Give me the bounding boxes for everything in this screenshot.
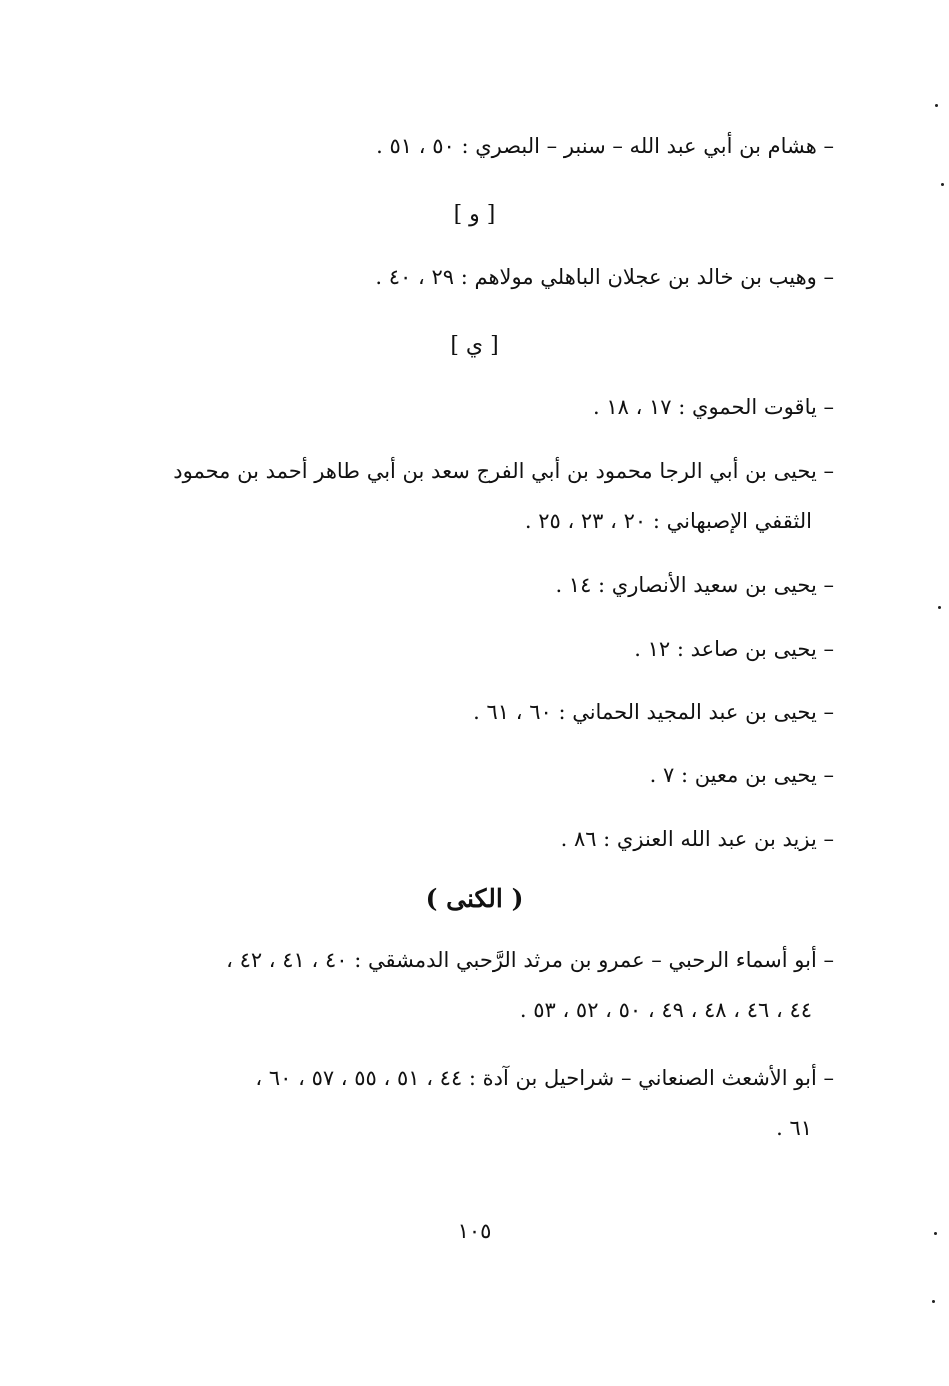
- index-entry: [634, 634, 834, 664]
- entry-text: – يحيى بن صاعد : ١٢ .: [634, 637, 834, 661]
- entry-text: – يحيى بن سعيد الأنصاري : ١٤ .: [555, 573, 834, 597]
- entry-text: – ياقوت الحموي : ١٧ ، ١٨ .: [592, 395, 834, 419]
- index-entry: [473, 697, 834, 727]
- index-entry: [561, 824, 834, 854]
- entry-text: – يحيى بن عبد المجيد الحماني : ٦٠ ، ٦١ .: [473, 700, 834, 724]
- entry-text: – أبو الأشعث الصنعاني – شراحيل بن آدة : ٤٤ ، ٥١ ، ٥٥ ، ٥٧ ، ٦٠ ،: [255, 1066, 834, 1090]
- scan-speck: [934, 1232, 937, 1235]
- entry-text: – يحيى بن معين : ٧ .: [649, 763, 834, 787]
- index-entry: [140, 446, 834, 546]
- section-title-kuna: ( الكنى ): [425, 884, 524, 913]
- index-entry: [140, 1053, 834, 1153]
- letter-heading-ya: [ ي ]: [450, 333, 499, 358]
- entry-text: – يزيد بن عبد الله العنزي : ٨٦ .: [560, 827, 834, 851]
- index-entry: [376, 131, 834, 161]
- entry-text: – أبو أسماء الرحبي – عمرو بن مرثد الرَّحبي الدمشقي : ٤٠ ، ٤١ ، ٤٢ ،: [226, 948, 834, 972]
- index-entry: [555, 570, 834, 600]
- entry-continuation: الثقفي الإصبهاني : ٢٠ ، ٢٣ ، ٢٥ .: [524, 509, 812, 533]
- entry-continuation: ٦١ .: [776, 1116, 812, 1140]
- entry-continuation: ٤٤ ، ٤٦ ، ٤٨ ، ٤٩ ، ٥٠ ، ٥٢ ، ٥٣ .: [519, 998, 812, 1022]
- entry-text: – وهيب بن خالد بن عجلان الباهلي مولاهم : ٢٩ ، ٤٠ .: [375, 265, 834, 289]
- index-entry: [593, 392, 834, 422]
- page-number: ١٠٥: [457, 1219, 492, 1243]
- entry-text: – يحيى بن أبي الرجا محمود بن أبي الفرج سعد بن أبي طاهر أحمد بن محمود: [173, 459, 834, 483]
- index-entry: [140, 935, 834, 1035]
- scan-speck: [935, 104, 938, 107]
- letter-heading-waw: [ و ]: [453, 202, 496, 227]
- scan-speck: [932, 1300, 935, 1303]
- scan-speck: [938, 606, 941, 609]
- scan-speck: [941, 183, 944, 186]
- index-entry: [650, 760, 834, 790]
- index-entry: [375, 262, 834, 292]
- entry-text: – هشام بن أبي عبد الله – سنبر – البصري : ٥٠ ، ٥١ .: [376, 134, 834, 158]
